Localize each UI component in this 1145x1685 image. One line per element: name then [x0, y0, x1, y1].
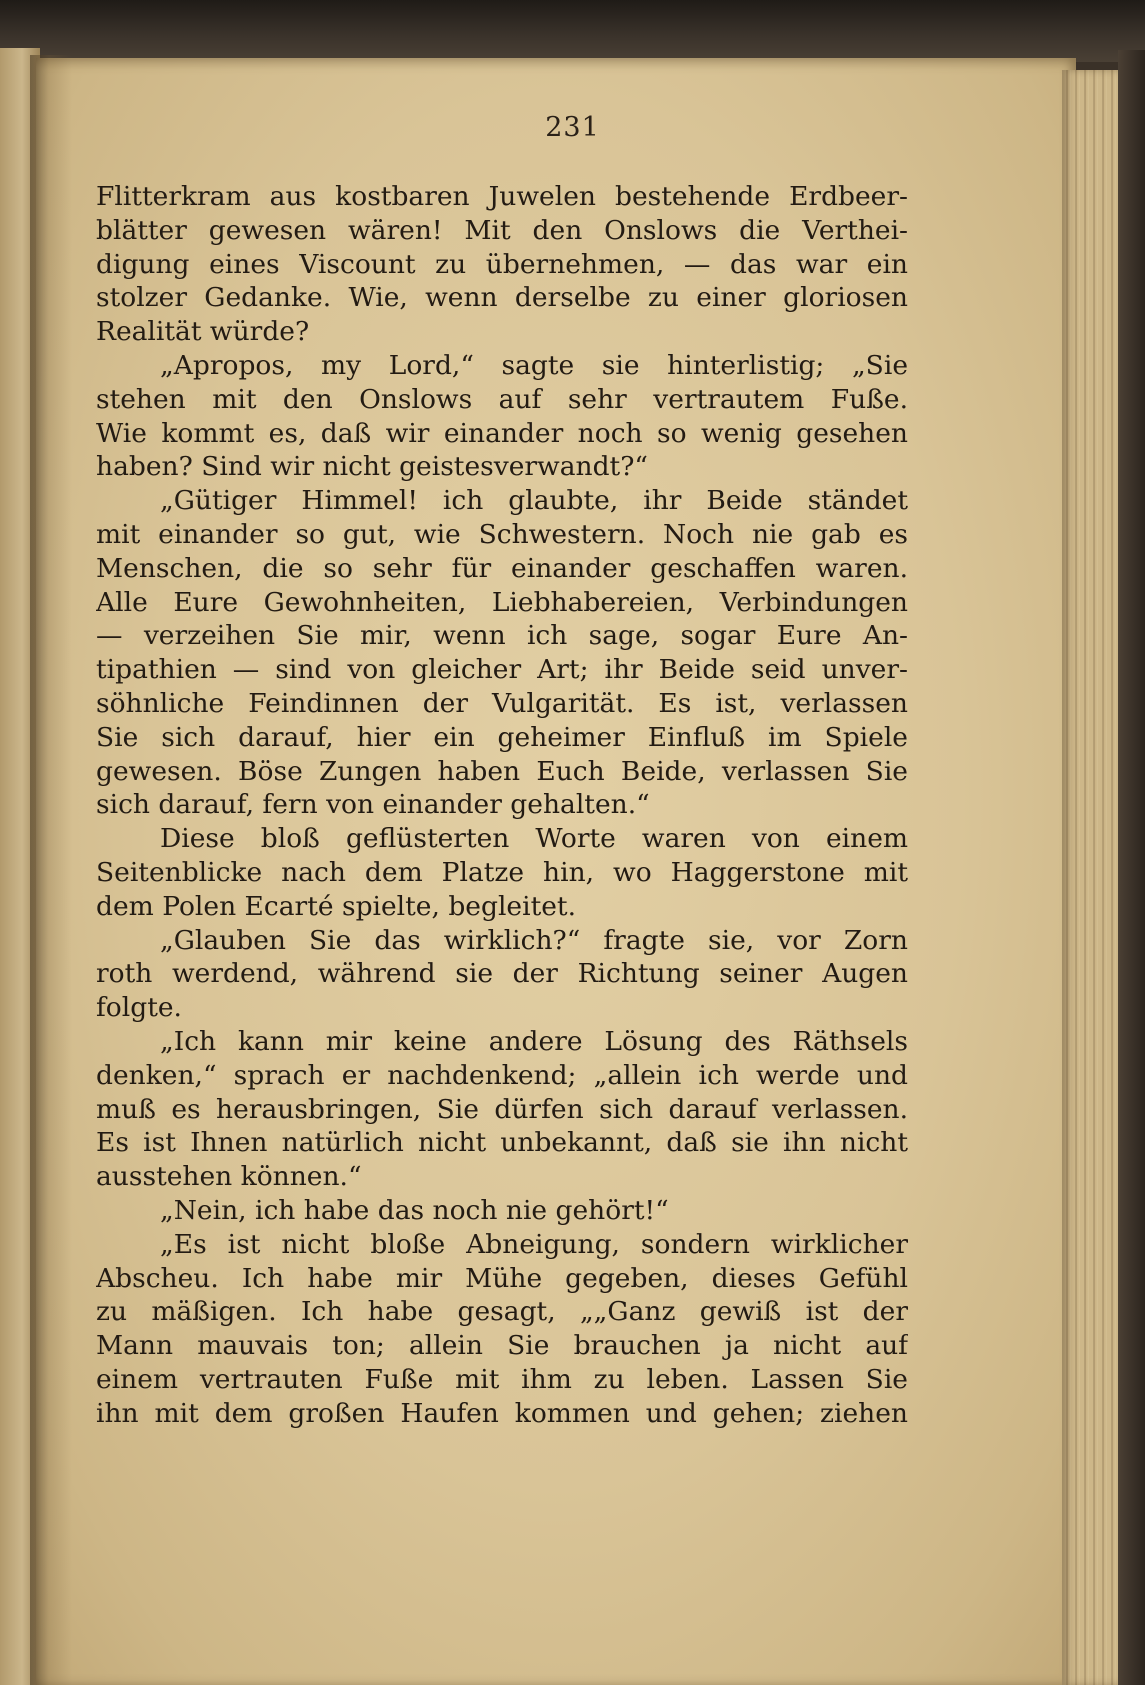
- text-line: söhnliche Feindinnen der Vulgarität. Es ist, verlassen: [96, 687, 908, 719]
- text-line: Mann mauvais ton; allein Sie brauchen ja nicht auf: [96, 1330, 908, 1362]
- text-line: muß es herausbringen, Sie dürfen sich darauf verlassen.: [96, 1093, 908, 1125]
- text-line: digung eines Viscount zu übernehmen, — das war ein: [96, 248, 908, 280]
- book-cover-top: [0, 0, 1145, 62]
- text-line: blätter gewesen wären! Mit den Onslows die Verthei-: [96, 214, 908, 246]
- text-line: Wie kommt es, daß wir einander noch so wenig gesehen: [96, 417, 908, 449]
- book-cover-right: [1118, 50, 1145, 1685]
- page-edges-stack: [1062, 70, 1120, 1685]
- text-line: Es ist Ihnen natürlich nicht unbekannt, daß sie ihn nicht: [96, 1127, 908, 1159]
- text-line: „Gütiger Himmel! ich glaubte, ihr Beide ständet: [160, 485, 908, 517]
- page-gutter-shadow: [30, 55, 72, 1685]
- text-line: einem vertrauten Fuße mit ihm zu leben. Lassen Sie: [96, 1363, 908, 1395]
- text-line: roth werdend, während sie der Richtung seiner Augen: [96, 958, 908, 990]
- text-line: denken,“ sprach er nachdenkend; „allein ich werde und: [96, 1059, 908, 1091]
- text-line: ausstehen können.“: [96, 1161, 362, 1193]
- text-line: Sie sich darauf, hier ein geheimer Einfluß im Spiele: [96, 721, 908, 753]
- text-line: „Ich kann mir keine andere Lösung des Räthsels: [160, 1025, 908, 1057]
- text-line: Abscheu. Ich habe mir Mühe gegeben, dieses Gefühl: [96, 1262, 908, 1294]
- text-line: Diese bloß geflüsterten Worte waren von einem: [160, 823, 908, 855]
- text-line: „Apropos, my Lord,“ sagte sie hinterlistig; „Sie: [160, 349, 908, 381]
- text-line: stehen mit den Onslows auf sehr vertrautem Fuße.: [96, 383, 908, 415]
- text-line: Seitenblicke nach dem Platze hin, wo Haggerstone mit: [96, 856, 908, 888]
- text-line: „Es ist nicht bloße Abneigung, sondern wirklicher: [160, 1228, 908, 1260]
- text-line: mit einander so gut, wie Schwestern. Noch nie gab es: [96, 518, 908, 550]
- text-line: Menschen, die so sehr für einander geschaffen waren.: [96, 552, 908, 584]
- text-line: stolzer Gedanke. Wie, wenn derselbe zu einer gloriosen: [96, 282, 908, 314]
- text-line: Realität würde?: [96, 316, 310, 348]
- text-line: gewesen. Böse Zungen haben Euch Beide, verlassen Sie: [96, 755, 908, 787]
- text-line: ihn mit dem großen Haufen kommen und gehen; ziehen: [96, 1397, 908, 1429]
- text-line: sich darauf, fern von einander gehalten.“: [96, 789, 650, 821]
- text-line: „Nein, ich habe das noch nie gehört!“: [160, 1194, 669, 1226]
- text-line: zu mäßigen. Ich habe gesagt, „„Ganz gewiß ist der: [96, 1296, 908, 1328]
- text-line: tipathien — sind von gleicher Art; ihr Beide seid unver-: [96, 654, 908, 686]
- text-line: haben? Sind wir nicht geistesverwandt?“: [96, 451, 648, 483]
- page-number: 231: [545, 112, 600, 143]
- text-line: Alle Eure Gewohnheiten, Liebhabereien, Verbindungen: [96, 586, 908, 618]
- body-text: [96, 180, 908, 1430]
- text-line: dem Polen Ecarté spielte, begleitet.: [96, 890, 576, 922]
- text-line: „Glauben Sie das wirklich?“ fragte sie, vor Zorn: [160, 924, 908, 956]
- text-line: — verzeihen Sie mir, wenn ich sage, sogar Eure An-: [96, 620, 908, 652]
- text-line: folgte.: [96, 992, 182, 1024]
- text-line: Flitterkram aus kostbaren Juwelen bestehende Erdbeer-: [96, 181, 908, 212]
